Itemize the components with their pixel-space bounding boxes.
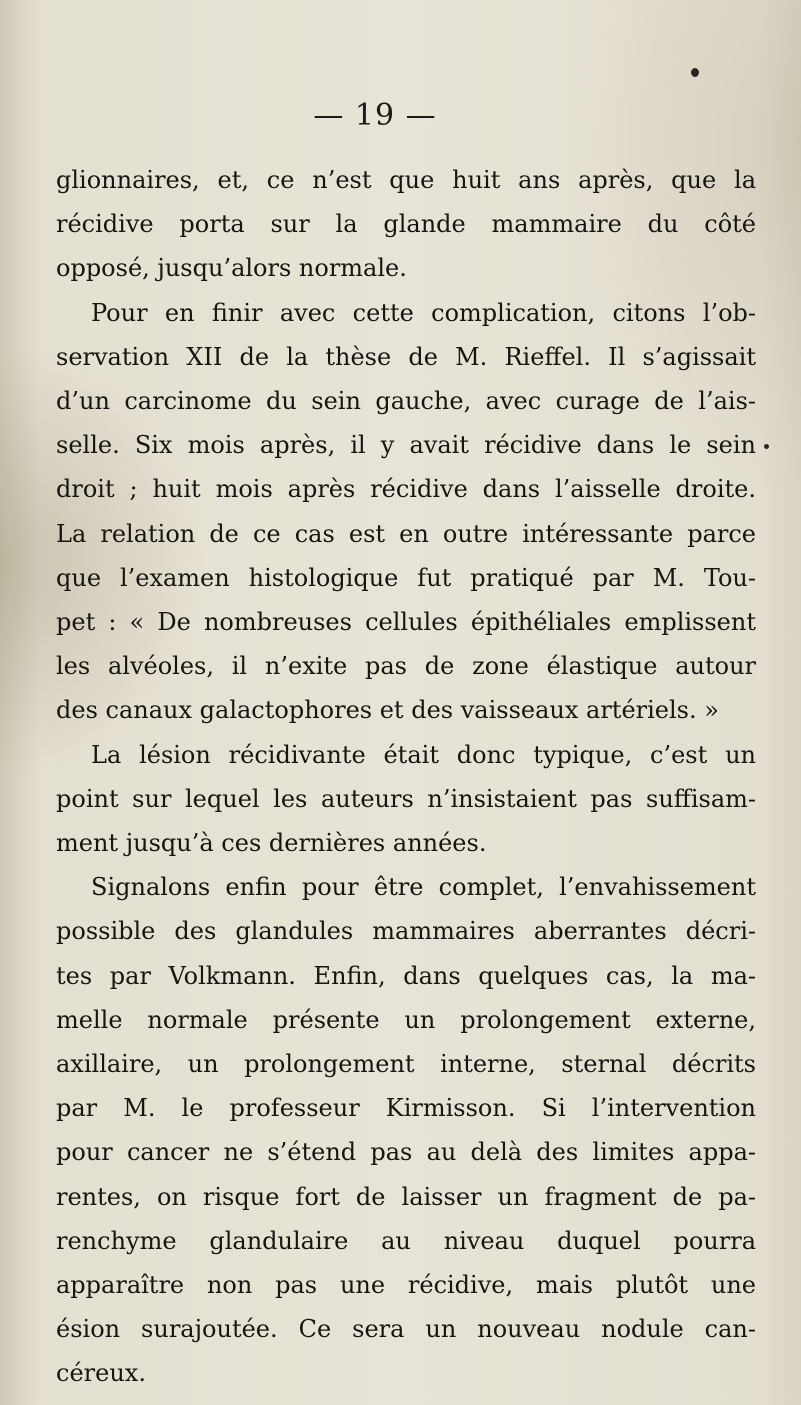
- text-line: par M. le professeur Kirmisson. Si l’intervention: [56, 1094, 756, 1123]
- text-line: ment jusqu’à ces dernières années.: [56, 829, 487, 858]
- body-text: [56, 158, 756, 1396]
- text-line: les alvéoles, il n’exite pas de zone élastique autour: [56, 652, 756, 681]
- text-line: Pour en finir avec cette complication, citons l’ob-: [91, 298, 756, 327]
- text-line: melle normale présente un prolongement externe,: [56, 1005, 756, 1034]
- text-line: des canaux galactophores et des vaisseaux artériels. »: [56, 696, 719, 725]
- text-line: point sur lequel les auteurs n’insistaient pas suffisam-: [56, 784, 756, 813]
- page-number: — 19 —: [313, 98, 437, 133]
- text-line: apparaître non pas une récidive, mais plutôt une: [56, 1271, 756, 1300]
- text-line: La relation de ce cas est en outre intéressante parce: [56, 519, 756, 548]
- text-line: pet : « De nombreuses cellules épithéliales emplissent: [56, 608, 756, 637]
- text-line: selle. Six mois après, il y avait récidive dans le sein: [56, 431, 756, 460]
- text-line: renchyme glandulaire au niveau duquel pourra: [56, 1226, 756, 1255]
- text-line: axillaire, un prolongement interne, sternal décrits: [56, 1050, 756, 1079]
- text-line: La lésion récidivante était donc typique, c’est un: [91, 740, 756, 769]
- text-line: Signalons enfin pour être complet, l’envahissement: [91, 873, 756, 902]
- text-line: glionnaires, et, ce n’est que huit ans après, que la: [56, 166, 756, 194]
- ink-speck: [764, 444, 769, 449]
- text-line: que l’examen histologique fut pratiqué par M. Tou-: [56, 563, 756, 592]
- text-line: rentes, on risque fort de laisser un fragment de pa-: [56, 1182, 756, 1211]
- text-line: ésion surajoutée. Ce sera un nouveau nodule can-: [56, 1315, 756, 1344]
- text-line: tes par Volkmann. Enfin, dans quelques cas, la ma-: [56, 961, 756, 990]
- text-line: céreux.: [56, 1359, 146, 1388]
- text-line: servation XII de la thèse de M. Rieffel. Il s’agissait: [56, 342, 756, 371]
- text-line: d’un carcinome du sein gauche, avec curage de l’ais-: [56, 387, 756, 416]
- text-line: opposé, jusqu’alors normale.: [56, 254, 407, 283]
- text-line: droit ; huit mois après récidive dans l’aisselle droite.: [56, 475, 756, 504]
- ink-speck: [691, 68, 699, 77]
- text-line: récidive porta sur la glande mammaire du côté: [56, 210, 756, 239]
- text-line: pour cancer ne s’étend pas au delà des limites appa-: [56, 1138, 756, 1167]
- text-line: possible des glandules mammaires aberrantes décri-: [56, 917, 756, 946]
